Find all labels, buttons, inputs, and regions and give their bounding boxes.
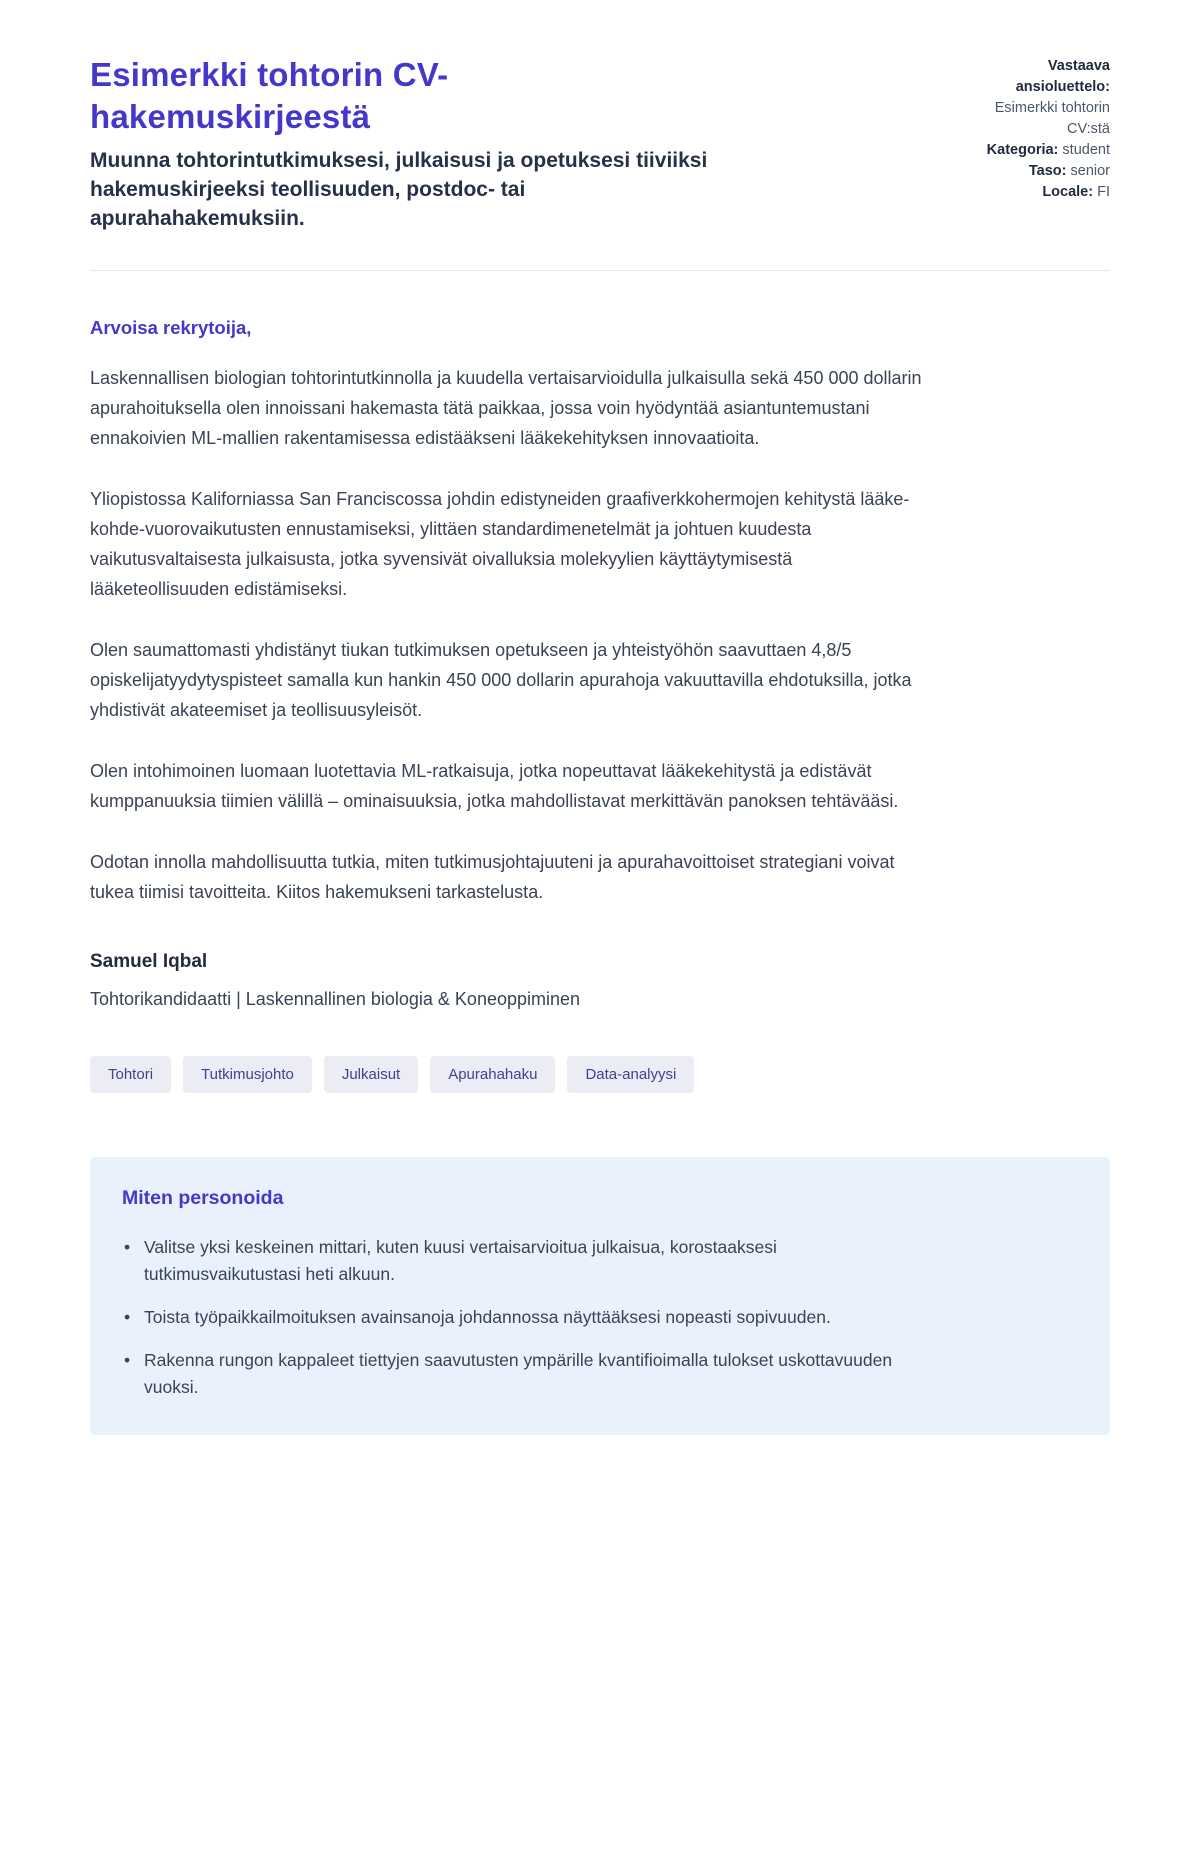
signature-title: Tohtorikandidaatti | Laskennallinen biologia & Koneoppiminen [90, 989, 581, 1010]
meta-value: student [1062, 142, 1110, 159]
letter-greeting: Arvoisa rekrytoija, [90, 317, 252, 339]
tag-julkaisut: Julkaisut [324, 1056, 418, 1093]
meta-value: senior [1070, 163, 1110, 180]
tag-list [90, 1056, 1110, 1093]
letter-paragraph-3: Olen saumattomasti yhdistänyt tiukan tutkimuksen opetukseen ja yhteistyöhön saavuttaen 4,8/5 opiskelijatyydytyspisteet samalla kun hankin 450 000 dollarin apurahoja vakuuttavilla ehdotuksilla, jotka yhdistivät akateemiset ja teollisuusyleisöt. [90, 640, 912, 721]
meta-item-matching-resume [958, 56, 1110, 140]
header [90, 54, 1110, 234]
letter-paragraph-5: Odotan innolla mahdollisuutta tutkia, miten tutkimusjohtajuuteni ja apurahavoittoiset strategiani voivat tukea tiimisi tavoitteita. Kiitos hakemukseni tarkastelusta. [90, 852, 895, 903]
header-left [90, 54, 710, 234]
signature-name: Samuel Iqbal [90, 951, 208, 973]
letter-paragraph-1: Laskennallisen biologian tohtorintutkinnolla ja kuudella vertaisarvioidulla julkaisulla sekä 450 000 dollarin apurahoituksella olen innoissani hakemasta tätä paikkaa, jossa voin hyödyntää asiantuntemustani ennakoivien ML-mallien rakentamisessa edistääkseni lääkekehityksen innovaatioita. [90, 368, 922, 449]
meta-item-level [958, 161, 1110, 182]
meta-item-category [958, 140, 1110, 161]
tag-tutkimusjohto: Tutkimusjohto [183, 1056, 312, 1093]
tip-item-2: • Toista työpaikkailmoituksen avainsanoja johdannossa näyttääksesi nopeasti sopivuuden. [122, 1304, 912, 1331]
letter-body [90, 271, 1110, 1435]
meta-label: Vastaava ansioluettelo: [1015, 58, 1110, 96]
tips-list [122, 1234, 912, 1401]
meta-label: Locale: [1042, 184, 1094, 201]
page-title: Esimerkki tohtorin CV-hakemuskirjeestä [90, 56, 449, 135]
tips-box [90, 1157, 1110, 1435]
letter-paragraph-2: Yliopistossa Kaliforniassa San Franciscossa johdin edistyneiden graafiverkkohermojen kehitystä lääke-kohde-vuorovaikutusten ennustamiseksi, ylittäen standardimenetelmät ja johtuen kuudesta vaikutusvaltaisesta julkaisusta, jotka syvensivät oivalluksia molekyylien käyttäytymisestä lääketeollisuuden edistämiseksi. [90, 489, 910, 600]
page-subtitle: Muunna tohtorintutkimuksesi, julkaisusi ja opetuksesi tiiviiksi hakemuskirjeeksi teollisuuden, postdoc- tai apurahahakemuksiin. [90, 149, 708, 231]
tips-title: Miten personoida [122, 1187, 284, 1210]
meta-value: Esimerkki tohtorin CV:stä [994, 100, 1110, 138]
meta-label: Taso: [1028, 163, 1067, 180]
tag-data-analyysi: Data-analyysi [567, 1056, 694, 1093]
meta-panel [958, 54, 1110, 203]
tag-apurahahaku: Apurahahaku [430, 1056, 555, 1093]
meta-item-locale [958, 182, 1110, 203]
tag-tohtori: Tohtori [90, 1056, 171, 1093]
meta-value: FI [1097, 184, 1110, 201]
tip-item-1: • Valitse yksi keskeinen mittari, kuten kuusi vertaisarvioitua julkaisua, korostaaksesi tutkimusvaikutustasi heti alkuun. [122, 1234, 912, 1288]
tip-item-3: • Rakenna rungon kappaleet tiettyjen saavutusten ympärille kvantifioimalla tulokset uskottavuuden vuoksi. [122, 1347, 912, 1401]
meta-label: Kategoria: [986, 142, 1059, 159]
letter-paragraph-4: Olen intohimoinen luomaan luotettavia ML-ratkaisuja, jotka nopeuttavat lääkekehitystä ja edistävät kumppanuuksia tiimien välillä – ominaisuuksia, jotka mahdollistavat merkittävän panoksen tehtävääsi. [90, 761, 899, 812]
